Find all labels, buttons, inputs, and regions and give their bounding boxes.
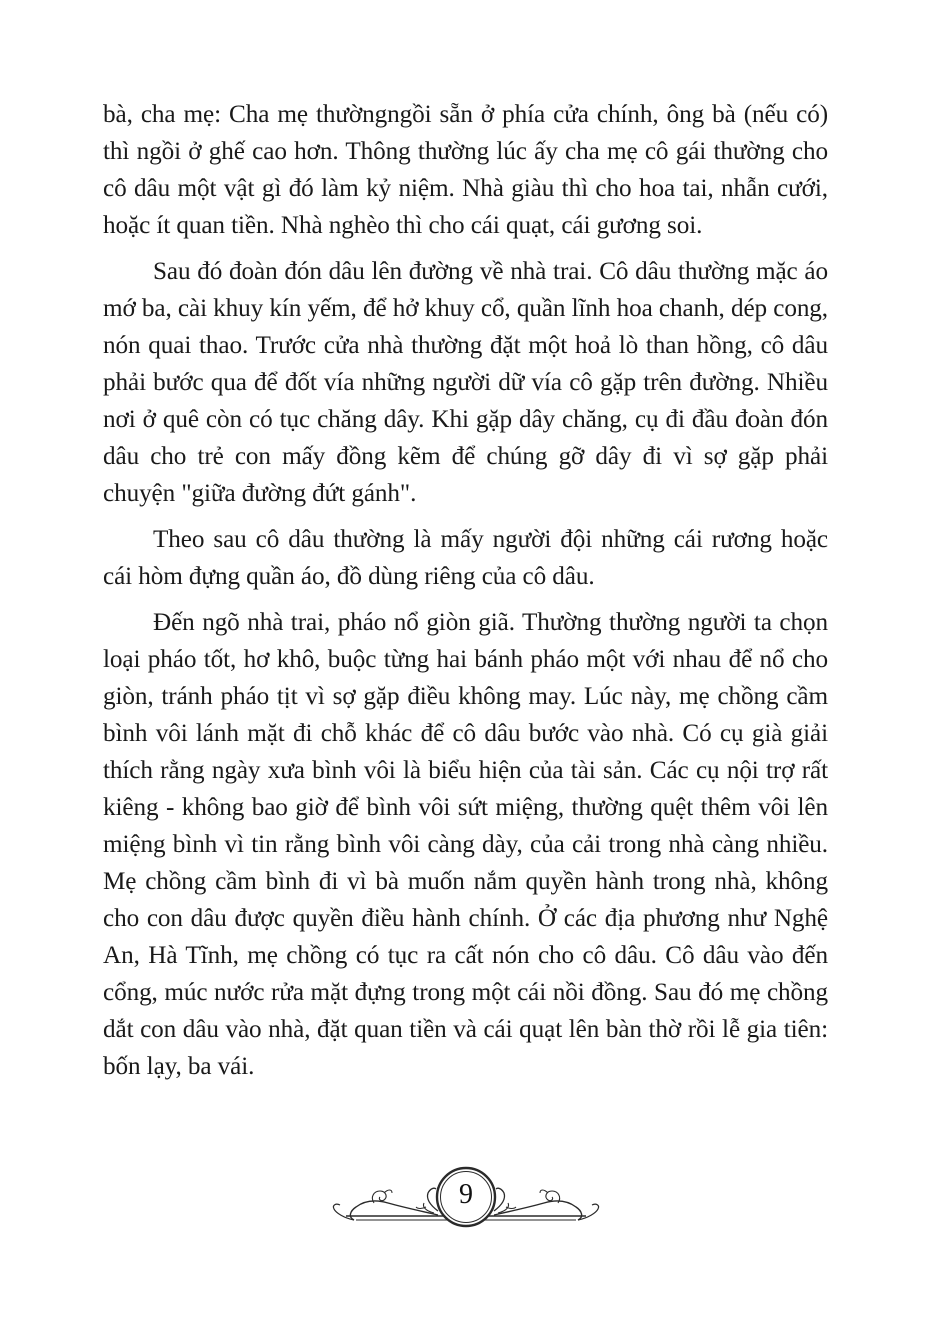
paragraph-trunk-bearers: Theo sau cô dâu thường là mấy người đội những cái rương hoặc cái hòm đựng quần áo, đồ dùng riêng của cô dâu. bbox=[103, 526, 828, 590]
page-number: 9 bbox=[459, 1179, 473, 1210]
paragraph-continued: bà, cha mẹ: Cha mẹ thườngngồi sẵn ở phía cửa chính, ông bà (nếu có) thì ngồi ở ghế cao hơn. Thông thường lúc ấy cha mẹ cô gái thường cho cô dâu một vật gì đó làm kỷ niệm. Nhà giàu thì cho hoa tai, nhẫn cưới, hoặc ít quan tiền. Nhà nghèo thì cho cái quạt, cái gương soi. bbox=[103, 101, 828, 239]
page-footer bbox=[326, 1163, 606, 1231]
paragraph-bride-procession: Sau đó đoàn đón dâu lên đường về nhà trai. Cô dâu thường mặc áo mớ ba, cài khuy kín yếm, để hở khuy cổ, quần lĩnh hoa chanh, dép cong, nón quai thao. Trước cửa nhà thường đặt một hoả lò than hồng, cô dâu phải bước qua để đốt vía những người dữ vía cô gặp trên đường. Nhiều nơi ở quê còn có tục chăng dây. Khi gặp dây chăng, cụ đi đầu đoàn đón dâu cho trẻ con mấy đồng kẽm để chúng gỡ dây đi vì sợ gặp phải chuyện "giữa đường đứt gánh". bbox=[103, 258, 828, 507]
paragraph-arrival-groom-house: Đến ngõ nhà trai, pháo nổ giòn giã. Thường thường người ta chọn loại pháo tốt, hơ khô, buộc từng hai bánh pháo một với nhau để nổ cho giòn, tránh pháo tịt vì sợ gặp điều không may. Lúc này, mẹ chồng cầm bình vôi lánh mặt đi chỗ khác để cô dâu bước vào nhà. Có cụ già giải thích rằng ngày xưa bình vôi là biểu hiện của tài sản. Các cụ nội trợ rất kiêng - không bao giờ để bình vôi sứt miệng, thường quệt thêm vôi lên miệng bình vì tin rằng bình vôi càng dày, của cải trong nhà càng nhiều. Mẹ chồng cầm bình đi vì bà muốn nắm quyền hành trong nhà, không cho con dâu được quyền điều hành chính. Ở các địa phương như Nghệ An, Hà Tĩnh, mẹ chồng có tục ra cất nón cho cô dâu. Cô dâu vào đến cổng, múc nước rửa mặt đựng trong một cái nồi đồng. Sau đó mẹ chồng dắt con dâu vào nhà, đặt quan tiền và cái quạt lên bàn thờ rồi lễ gia tiên: bốn lạy, ba vái. bbox=[103, 609, 828, 1080]
page-body-text bbox=[103, 96, 828, 1094]
